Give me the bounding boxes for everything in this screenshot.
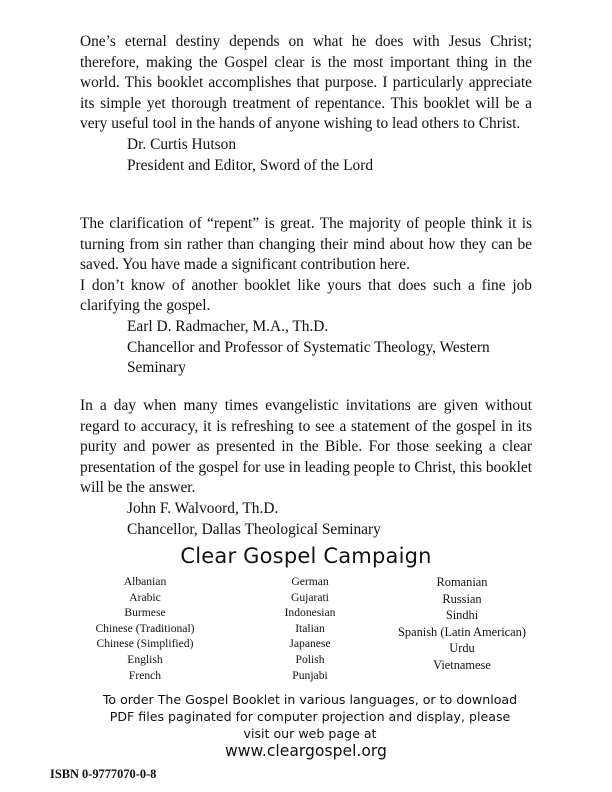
language-item: Chinese (Traditional) — [95, 621, 195, 635]
language-item: Polish — [295, 652, 325, 666]
language-item: Italian — [295, 621, 325, 635]
endorser-title: Chancellor, Dallas Theological Seminary — [127, 520, 381, 538]
endorsement-text: In a day when many times evangelistic invitations are given without regard to accuracy, it is refreshing to see a statement of the gospel in its purity and power as presented in the Bible. For those seeking a clear presentation of the gospel for use in leading people to Christ, this booklet will be the answer. — [80, 397, 532, 497]
language-column-1 — [75, 574, 215, 683]
language-item: English — [127, 652, 163, 666]
language-item: Punjabi — [292, 668, 328, 682]
language-item: Vietnamese — [433, 657, 491, 672]
language-item: Albanian — [123, 575, 167, 588]
endorsement-hutson — [80, 32, 532, 176]
endorser-name: Dr. Curtis Hutson — [127, 135, 237, 153]
language-item: Burmese — [124, 606, 166, 620]
language-item: Arabic — [129, 590, 161, 604]
language-column-2 — [240, 574, 380, 683]
endorsement-text: The clarification of “repent” is great. The majority of people think it is turning from sin rather than changing their mind about how they can be saved. You have made a significant contribution here. — [80, 215, 532, 274]
language-column-3 — [387, 574, 537, 674]
isbn-number: ISBN 0-9777070-0-8 — [50, 767, 157, 781]
language-item: Gujarati — [291, 590, 329, 604]
language-item: Spanish (Latin American) — [397, 624, 526, 639]
website-link[interactable]: www.cleargospel.org — [225, 742, 387, 760]
order-instructions: To order The Gospel Booklet in various languages, or to download PDF files paginated for computer projection and display, please visit our web page at — [102, 692, 518, 741]
language-item: Chinese (Simplified) — [96, 637, 194, 651]
endorser-name: John F. Walvoord, Th.D. — [127, 499, 279, 517]
language-item: Romanian — [436, 575, 488, 589]
language-item: Russian — [442, 591, 482, 606]
endorser-name: Earl D. Radmacher, M.A., Th.D. — [127, 317, 329, 335]
language-item: Japanese — [289, 637, 331, 651]
language-item: French — [128, 668, 162, 682]
endorsement-radmacher — [80, 214, 532, 379]
language-item: Indonesian — [284, 606, 336, 620]
language-item: German — [291, 575, 329, 588]
endorser-title: President and Editor, Sword of the Lord — [127, 156, 374, 174]
endorsement-text: One’s eternal destiny depends on what he does with Jesus Christ; therefore, making the Gospel clear is the most important thing in the world. This booklet accomplishes that purpose. I particularly appreciate its simple yet thorough treatment of repentance. This booklet will be a very useful tool in the hands of anyone wishing to lead others to Christ. — [80, 33, 532, 133]
campaign-title: Clear Gospel Campaign — [180, 544, 432, 568]
endorsement-text: I don’t know of another booklet like yours that does such a fine job clarifying the gospel. — [80, 276, 532, 315]
endorser-title: Chancellor and Professor of Systematic Theology, Western Seminary — [127, 338, 490, 377]
language-item: Sindhi — [445, 608, 479, 623]
endorsement-walvoord — [80, 396, 532, 540]
language-item: Urdu — [449, 641, 475, 656]
